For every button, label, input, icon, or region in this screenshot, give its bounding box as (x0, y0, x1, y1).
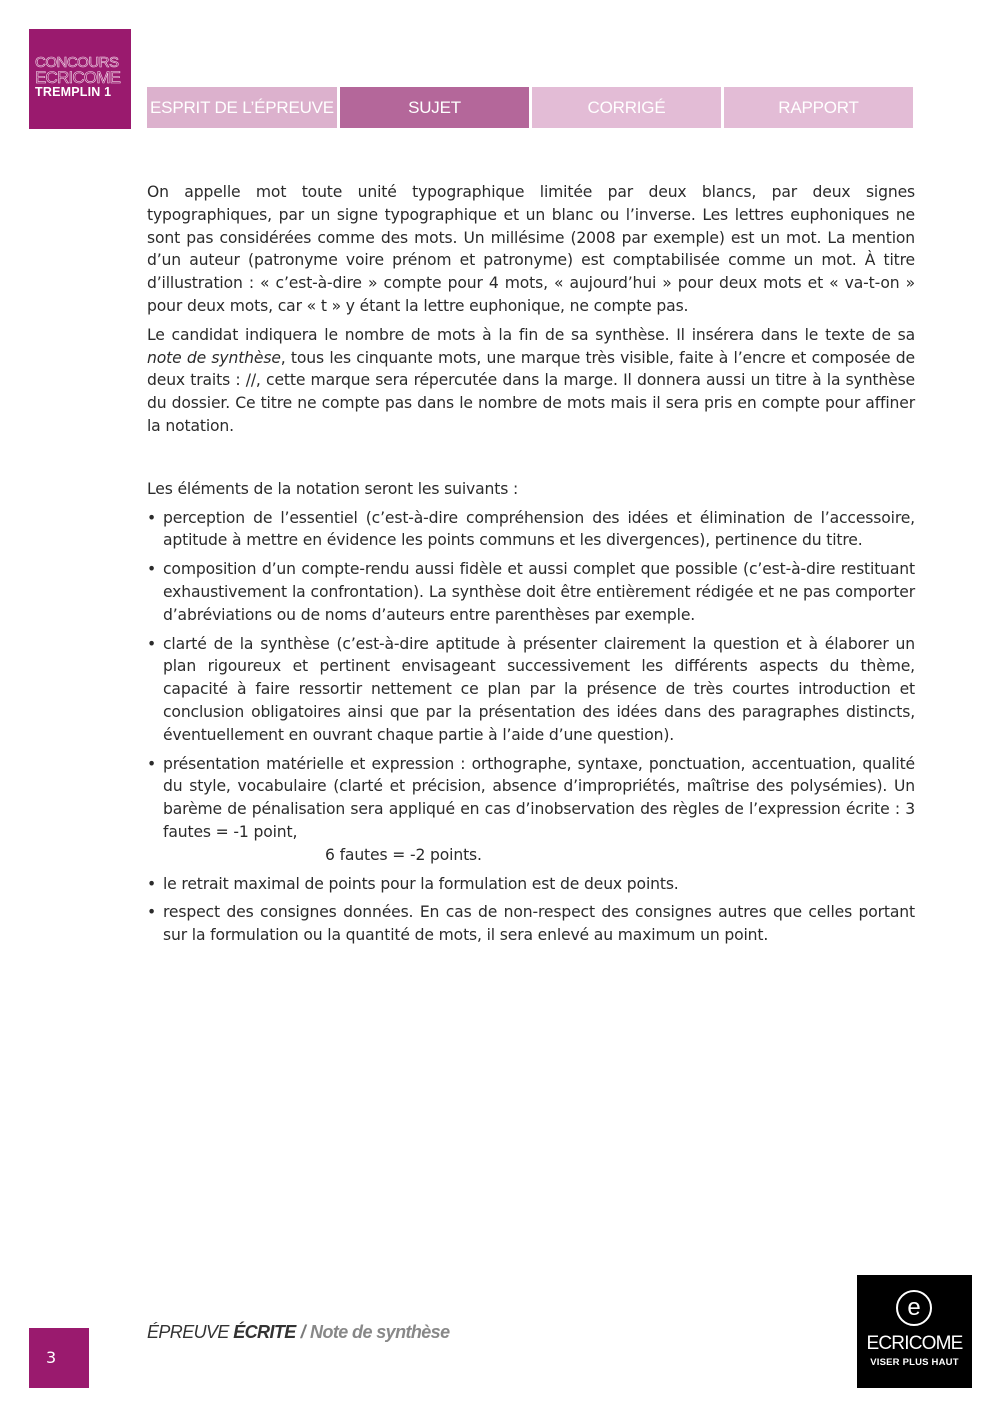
footer-ecrite: ÉCRITE (233, 1322, 296, 1342)
logo-tagline: VISER PLUS HAUT (870, 1357, 959, 1368)
list-item-text: respect des consignes données. En cas de non-respect des consignes autres que celles portant sur la formulation ou la quantité de mots, il sera enlevé au maximum un point. (163, 903, 915, 945)
paragraph-word-definition: On appelle mot toute unité typographique limitée par deux blancs, par deux signes typographiques, par un signe typographique et un blanc ou l’inverse. Les lettres euphoniques ne sont pas considérées comme des mots. Un millésime (2008 par exemple) est un mot. La mention d’un auteur (patronyme voire prénom et patronyme) est comptabilisée comme un mot. À titre d’illustration : « c’est-à-dire » compte pour 4 mots, « aujourd’hui » pour deux mots et « va-t-on » pour deux mots, car « t » y étant la lettre euphonique, ne compte pas. (147, 183, 915, 315)
brand-line-tremplin: TREMPLIN 1 (35, 85, 112, 99)
paragraph-text: , tous les cinquante mots, une marque très visible, faite à l’encre et composée de deux traits : //, cette marque sera répercutée dans la marge. Il donnera aussi un titre à la synthèse du dossier. Ce titre ne compte pas dans le nombre de mots mais il sera pris en compte pour affiner la notation. (147, 348, 915, 435)
logo-symbol: e (907, 1294, 921, 1321)
footer-epreuve: ÉPREUVE (147, 1322, 234, 1342)
brand-logo (29, 29, 131, 129)
tab-corrige[interactable]: CORRIGÉ (532, 87, 721, 128)
footer-separator: / (300, 1322, 306, 1342)
footer-title (147, 1322, 450, 1343)
document-body (147, 181, 915, 953)
list-item (147, 558, 915, 626)
list-item-text: clarté de la synthèse (c’est-à-dire aptitude à présenter clairement la question et à élaborer un plan rigoureux et pertinent envisageant successivement les différents aspects du thème, capacité à faire ressortir nettement ce plan par la présence de très courtes introduction et conclusion obligatoires ainsi que par la présentation des idées dans des paragraphes distincts, éventuellement en ouvrant chaque partie à l’aide d’une question). (163, 634, 915, 744)
notation-intro: Les éléments de la notation seront les suivants : (147, 479, 519, 498)
footer-subtitle: Note de synthèse (310, 1322, 450, 1342)
section-tabs (147, 87, 913, 128)
tab-rapport[interactable]: RAPPORT (724, 87, 913, 128)
brand-line-ecricome: ECRICOME (35, 68, 121, 87)
notation-criteria-list (147, 507, 915, 947)
tab-esprit-epreuve[interactable]: ESPRIT DE L’ÉPREUVE (147, 87, 337, 128)
brand-line-concours: CONCOURS (35, 54, 119, 71)
spacer (147, 444, 915, 478)
list-item (147, 633, 915, 747)
ecricome-e-icon (896, 1290, 932, 1326)
bullet-icon: • (147, 560, 157, 579)
bullet-icon: • (147, 634, 157, 653)
list-item (147, 873, 915, 896)
bullet-icon: • (147, 874, 157, 893)
list-item-text: présentation matérielle et expression : orthographe, syntaxe, ponctuation, accentuation, qualité du style, vocabulaire (clarté et précision, absence d’impropriétés, maîtrise des polysémies). Un barème de pénalisation sera appliqué en cas d’inobservation des règles de l’expression écrite : 3 fautes = -1 point, (163, 754, 915, 841)
penalty-line: 6 fautes = -2 points. (325, 845, 482, 864)
list-item (147, 507, 915, 553)
tab-sujet[interactable]: SUJET (340, 87, 529, 128)
list-item-text: le retrait maximal de points pour la formulation est de deux points. (163, 874, 679, 893)
paragraph-text: Le candidat indiquera le nombre de mots à la fin de sa synthèse. Il insérera dans le texte de sa (147, 325, 915, 344)
logo-name: ECRICOME (866, 1333, 963, 1354)
paragraph-word-count-instructions (147, 324, 915, 438)
ecricome-logo (857, 1275, 972, 1388)
bullet-icon: • (147, 508, 157, 527)
list-item-text: composition d’un compte-rendu aussi fidèle et aussi complet que possible (c’est-à-dire restituant exhaustivement la confrontation). La synthèse doit être entièrement rédigée et ne pas comporter d’abréviations ou de noms d’auteurs entre parenthèses par exemple. (163, 560, 915, 624)
list-item (147, 753, 915, 867)
bullet-icon: • (147, 903, 157, 922)
bullet-icon: • (147, 754, 157, 773)
list-item-text: perception de l’essentiel (c’est-à-dire compréhension des idées et élimination de l’accessoire, aptitude à mettre en évidence les points communs et les divergences), pertinence du titre. (163, 508, 915, 550)
page-number: 3 (29, 1328, 89, 1388)
list-item (147, 901, 915, 947)
emphasis-note-de-synthese: note de synthèse (147, 348, 281, 367)
